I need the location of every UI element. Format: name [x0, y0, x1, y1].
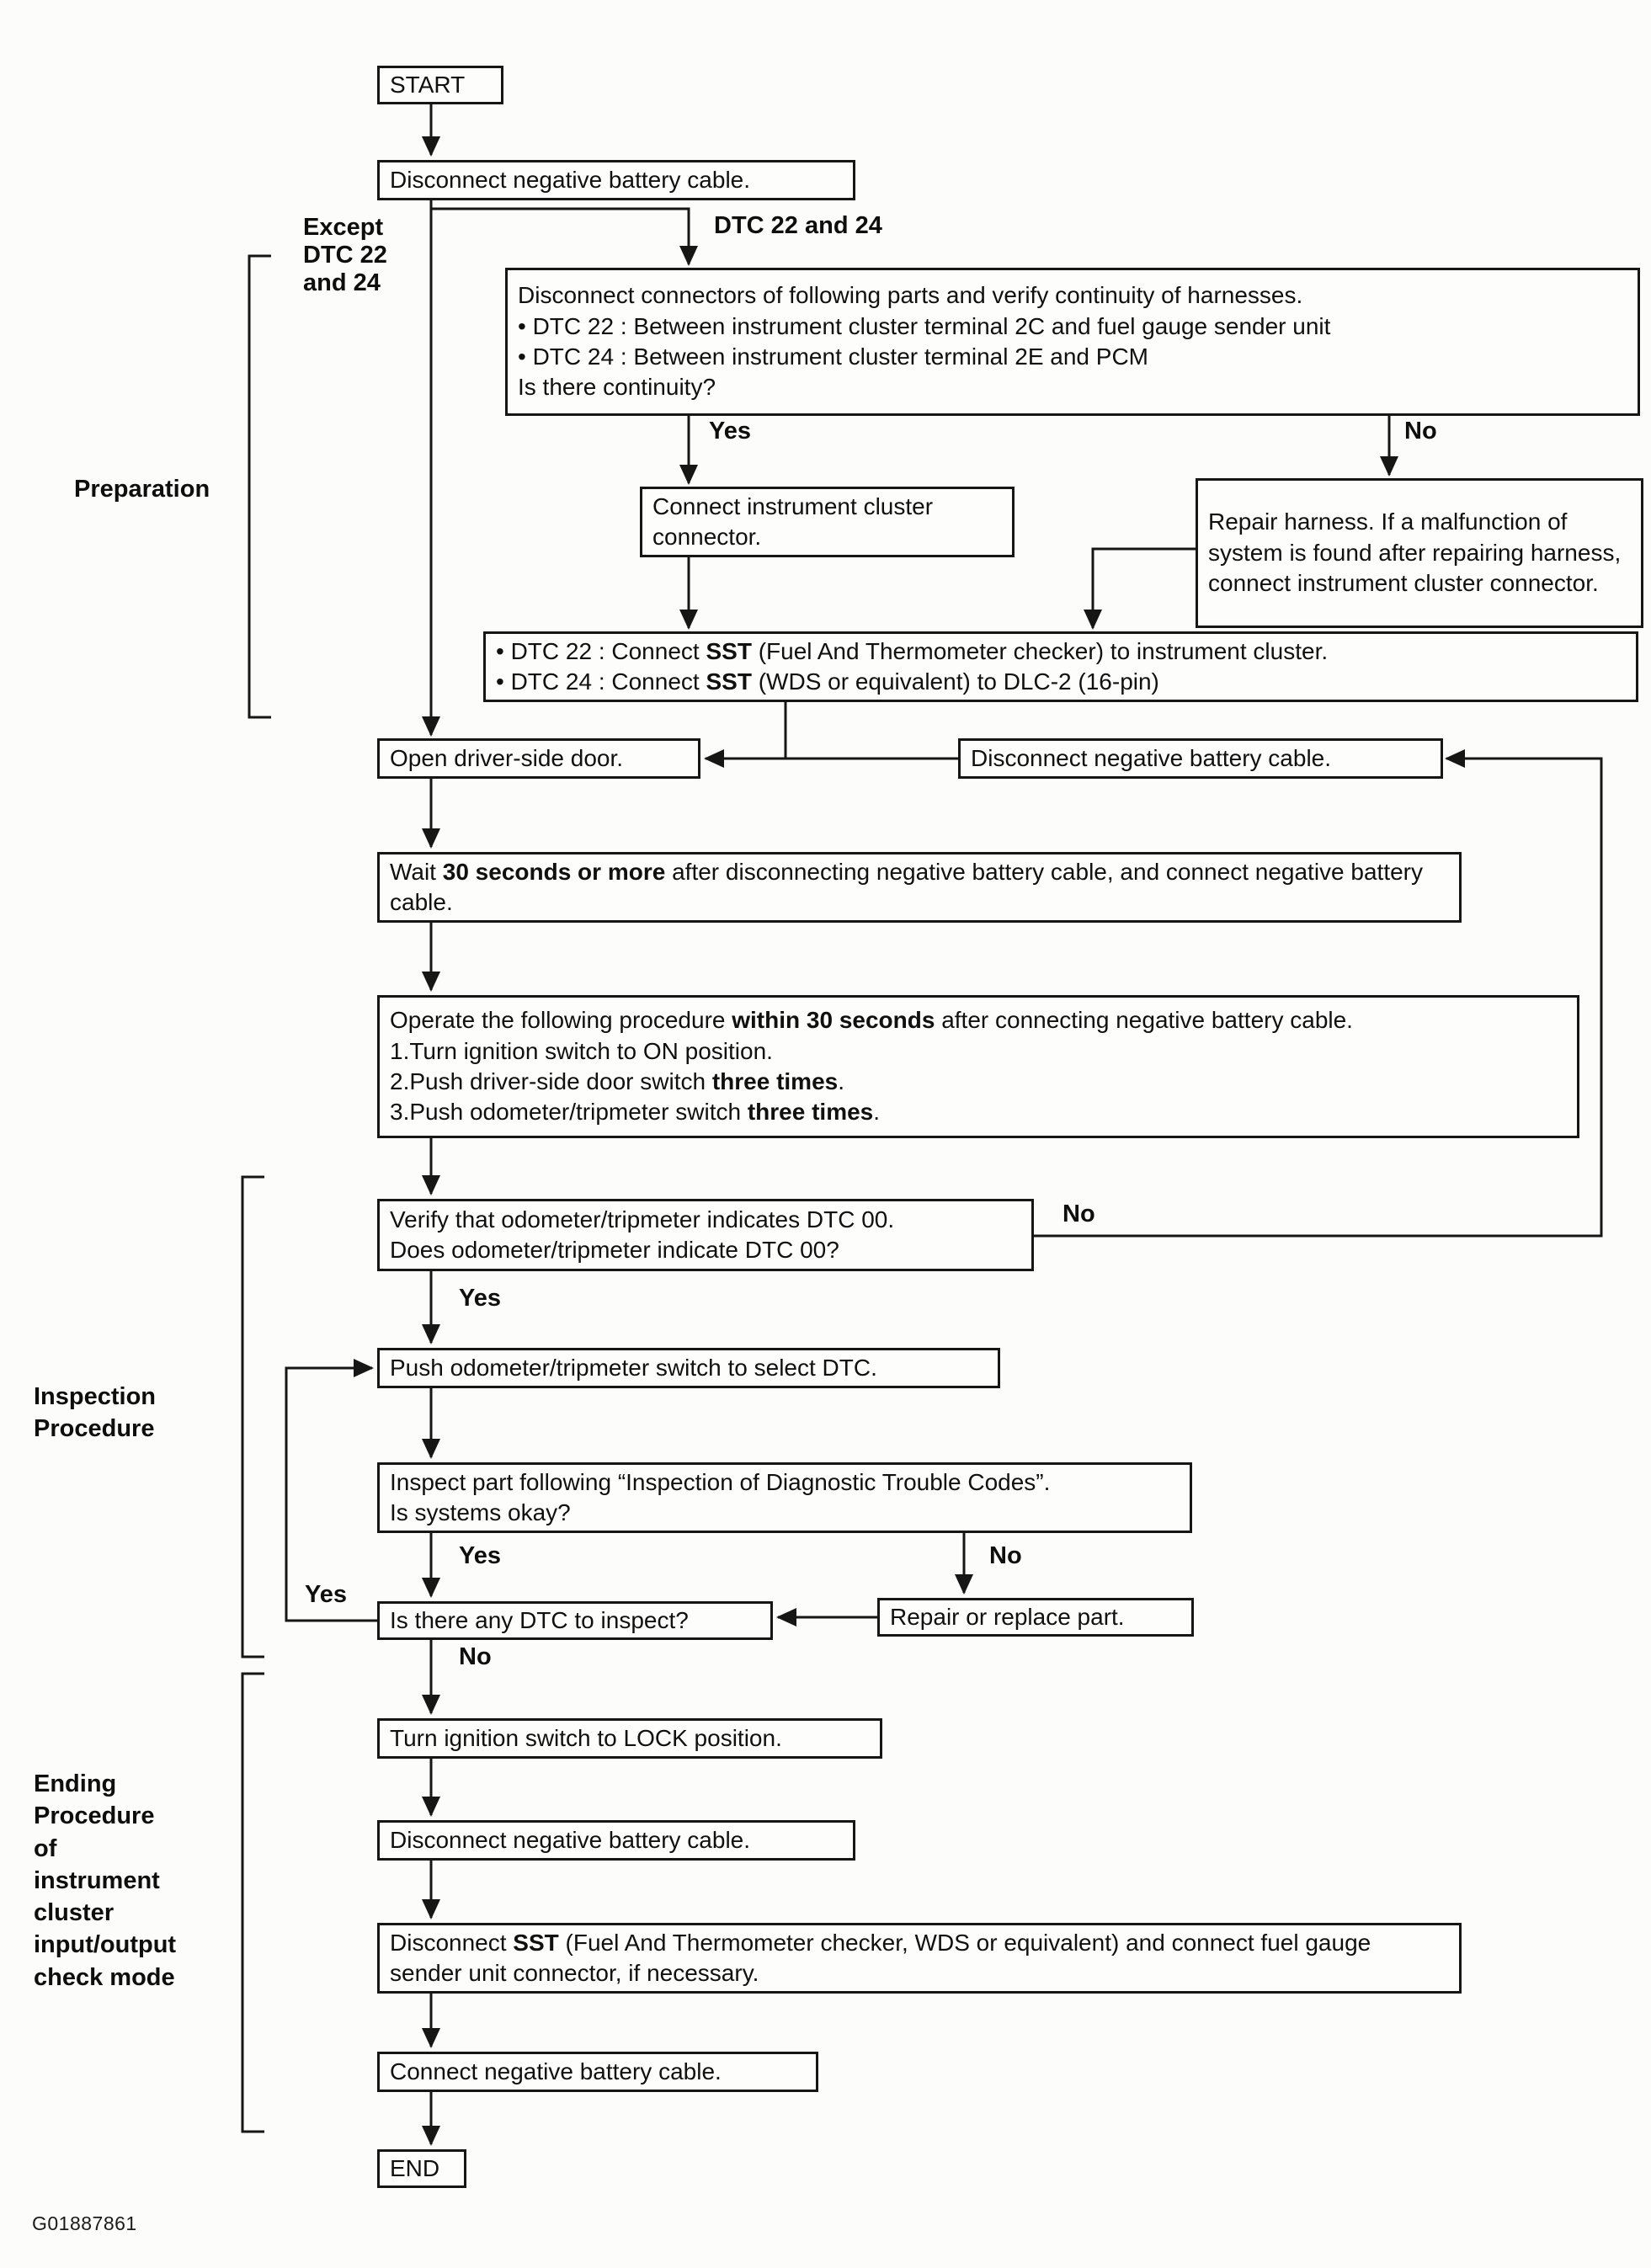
node-text: Does odometer/tripmeter indicate DTC 00? [390, 1237, 839, 1263]
label-no-inspect: No [989, 1542, 1022, 1569]
node-text: Disconnect connectors of following parts and verify continuity of harnesses. [518, 282, 1303, 309]
start-label: START [390, 71, 466, 98]
text: Operate the following procedure [390, 1007, 732, 1034]
label-no-dtc00: No [1062, 1201, 1095, 1227]
node-connect-sst [483, 631, 1638, 702]
section-preparation: Preparation [74, 476, 210, 503]
node-text [390, 1005, 1567, 1036]
node-text [390, 1097, 1567, 1127]
node-disconnect-battery-loop [958, 738, 1443, 779]
text-bold: three times [711, 1068, 839, 1094]
bracket-inspection [242, 1177, 264, 1657]
node-select-dtc [377, 1348, 1000, 1388]
section-line: input/output [34, 1931, 177, 1959]
section-line: Ending [34, 1770, 117, 1797]
figure-code: G01887861 [32, 2212, 137, 2234]
bracket-ending [242, 1674, 264, 2132]
edge-branch-dtc2224 [431, 209, 689, 264]
text-bold: 30 seconds or more [442, 858, 666, 885]
node-text [390, 857, 1449, 918]
node-text [496, 667, 1626, 697]
node-disconnect-battery-2 [377, 1820, 855, 1861]
text: after disconnecting negative battery cable, and connect negative battery cable. [390, 858, 1424, 915]
label-yes-dtc00: Yes [459, 1285, 501, 1312]
text: . [873, 1099, 881, 1126]
node-operate-procedure [377, 995, 1579, 1138]
text: Disconnect [390, 1929, 514, 1956]
text: • DTC 22 : Connect [496, 637, 706, 664]
node-text: Repair or replace part. [890, 1603, 1125, 1630]
node-text: Is there continuity? [518, 374, 716, 401]
text-bold: three times [747, 1099, 874, 1126]
node-text: Disconnect negative battery cable. [390, 1826, 751, 1853]
label-no-continuity: No [1404, 418, 1437, 445]
label-except-dtc [303, 214, 387, 297]
node-text: Disconnect negative battery cable. [390, 166, 751, 193]
end-label: END [390, 2154, 440, 2181]
section-line: Inspection [34, 1383, 157, 1410]
section-line: check mode [34, 1963, 175, 1991]
node-disconnect-battery-1 [377, 160, 855, 200]
node-text: 1.Turn ignition switch to ON position. [390, 1037, 773, 1064]
section-inspection [34, 1381, 156, 1445]
node-text: Disconnect negative battery cable. [971, 744, 1332, 771]
text: 2.Push driver-side door switch [390, 1068, 712, 1094]
label-dtc-22-24: DTC 22 and 24 [714, 212, 882, 239]
node-text [390, 1928, 1449, 1989]
node-text: Open driver-side door. [390, 744, 624, 771]
text: after connecting negative battery cable. [935, 1007, 1353, 1034]
node-wait-30s [377, 852, 1462, 923]
node-text: Connect negative battery cable. [390, 2058, 722, 2084]
section-line: Procedure [34, 1415, 155, 1443]
node-disconnect-sst [377, 1923, 1462, 1994]
label-line: and 24 [303, 269, 381, 296]
node-text: Connect instrument cluster connector. [652, 492, 934, 550]
node-ignition-lock [377, 1718, 882, 1759]
label-line: DTC 22 [303, 242, 387, 269]
node-text: Inspect part following “Inspection of Diagnostic Trouble Codes”. [390, 1468, 1051, 1495]
text-bold: SST [706, 668, 752, 695]
label-line: Except [303, 214, 384, 241]
text: (Fuel And Thermometer checker, WDS or equivalent) and connect fuel gauge sender unit connector, if necessary. [390, 1929, 1371, 1986]
node-check-continuity [505, 268, 1640, 416]
label-yes-any-dtc: Yes [305, 1581, 347, 1608]
text: 3.Push odometer/tripmeter switch [390, 1099, 748, 1126]
text-bold: SST [513, 1929, 559, 1956]
section-line: cluster [34, 1899, 115, 1927]
node-text [390, 1067, 1567, 1097]
node-any-dtc [377, 1601, 773, 1640]
node-text: • DTC 24 : Between instrument cluster terminal 2E and PCM [518, 343, 1148, 370]
node-repair-replace [877, 1598, 1194, 1637]
node-text: Is systems okay? [390, 1499, 571, 1525]
text-bold: within 30 seconds [732, 1007, 935, 1034]
edge-repair-to-sst [1093, 549, 1196, 628]
section-line: instrument [34, 1866, 160, 1894]
label-no-any-dtc: No [459, 1643, 492, 1670]
node-text: Verify that odometer/tripmeter indicates DTC 00. [390, 1206, 895, 1232]
node-text: Is there any DTC to inspect? [390, 1606, 689, 1633]
bracket-preparation [249, 256, 271, 717]
node-text: Repair harness. If a malfunction of system is found after repairing harness, connect instrument cluster connector. [1208, 508, 1622, 597]
section-line: of [34, 1834, 57, 1862]
text: (WDS or equivalent) to DLC-2 (16-pin) [751, 668, 1159, 695]
node-text: Turn ignition switch to LOCK position. [390, 1724, 782, 1751]
section-ending [34, 1768, 176, 1994]
text: . [838, 1068, 845, 1094]
text-bold: SST [706, 637, 752, 664]
node-start [377, 66, 503, 104]
node-end [377, 2149, 466, 2188]
section-line: Procedure [34, 1802, 155, 1830]
label-yes-continuity: Yes [709, 418, 751, 445]
text: (Fuel And Thermometer checker) to instrument cluster. [751, 637, 1329, 664]
node-connect-cluster-connector [640, 487, 1015, 557]
node-repair-harness [1196, 478, 1643, 628]
node-text: • DTC 22 : Between instrument cluster terminal 2C and fuel gauge sender unit [518, 312, 1331, 339]
text: Wait [390, 858, 443, 885]
node-text: Push odometer/tripmeter switch to select DTC. [390, 1354, 877, 1381]
node-verify-dtc00 [377, 1199, 1034, 1271]
node-connect-battery [377, 2052, 818, 2092]
label-yes-inspect: Yes [459, 1542, 501, 1569]
node-inspect-part [377, 1462, 1192, 1533]
text: • DTC 24 : Connect [496, 668, 706, 695]
node-open-door [377, 738, 700, 779]
node-text [496, 636, 1626, 667]
